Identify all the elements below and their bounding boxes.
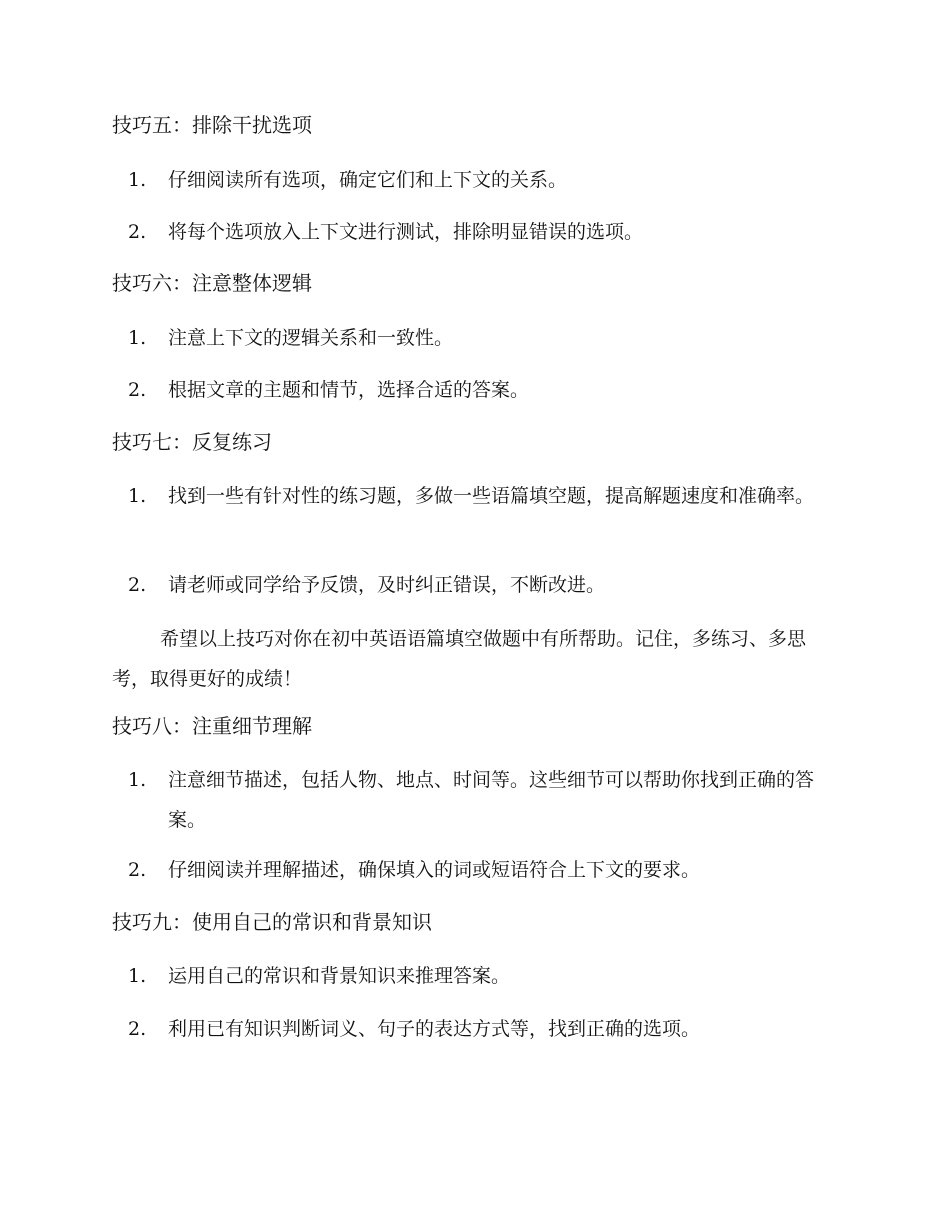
list-number: 2.: [128, 221, 147, 243]
section-heading-7: 技巧七：反复练习: [112, 430, 272, 454]
section-heading-9: 技巧九：使用自己的常识和背景知识: [112, 910, 432, 934]
list-text: 利用已有知识判断词义、句子的表达方式等，找到正确的选项。: [168, 1018, 701, 1040]
list-text: 仔细阅读所有选项，确定它们和上下文的关系。: [168, 169, 568, 191]
list-number: 2.: [128, 1018, 147, 1040]
list-number: 1.: [128, 327, 147, 349]
list-text: 根据文章的主题和情节，选择合适的答案。: [168, 379, 530, 401]
list-text: 注意上下文的逻辑关系和一致性。: [168, 327, 454, 349]
list-item: [128, 1009, 828, 1049]
list-text: 仔细阅读并理解描述，确保填入的词或短语符合上下文的要求。: [168, 859, 701, 881]
list-text: 运用自己的常识和背景知识来推理答案。: [168, 965, 511, 987]
list-number: 2.: [128, 859, 147, 881]
section-heading-8: 技巧八：注重细节理解: [112, 714, 312, 738]
section-heading-6: 技巧六：注意整体逻辑: [112, 271, 312, 295]
list-item: [128, 318, 828, 358]
list-number: 2.: [128, 574, 147, 596]
list-item: [128, 476, 828, 516]
list-item: [128, 370, 828, 410]
list-number: 1.: [128, 485, 147, 507]
list-item: [128, 760, 828, 840]
list-text: 注意细节描述，包括人物、地点、时间等。这些细节可以帮助你找到正确的答案。: [168, 769, 815, 831]
list-number: 1.: [128, 965, 147, 987]
list-item: [128, 956, 828, 996]
list-text: 找到一些有针对性的练习题，多做一些语篇填空题，提高解题速度和准确率。: [168, 485, 815, 507]
list-item: [128, 565, 828, 605]
list-number: 1.: [128, 169, 147, 191]
section-heading-5: 技巧五：排除干扰选项: [112, 113, 312, 137]
closing-paragraph: 希望以上技巧对你在初中英语语篇填空做题中有所帮助。记住，多练习、多思考，取得更好的成绩！: [112, 628, 807, 690]
list-number: 2.: [128, 379, 147, 401]
list-text: 将每个选项放入上下文进行测试，排除明显错误的选项。: [168, 221, 644, 243]
list-number: 1.: [128, 769, 147, 791]
list-text: 请老师或同学给予反馈，及时纠正错误，不断改进。: [168, 574, 606, 596]
list-item: [128, 160, 828, 200]
list-item: [128, 212, 828, 252]
list-item: [128, 850, 828, 890]
